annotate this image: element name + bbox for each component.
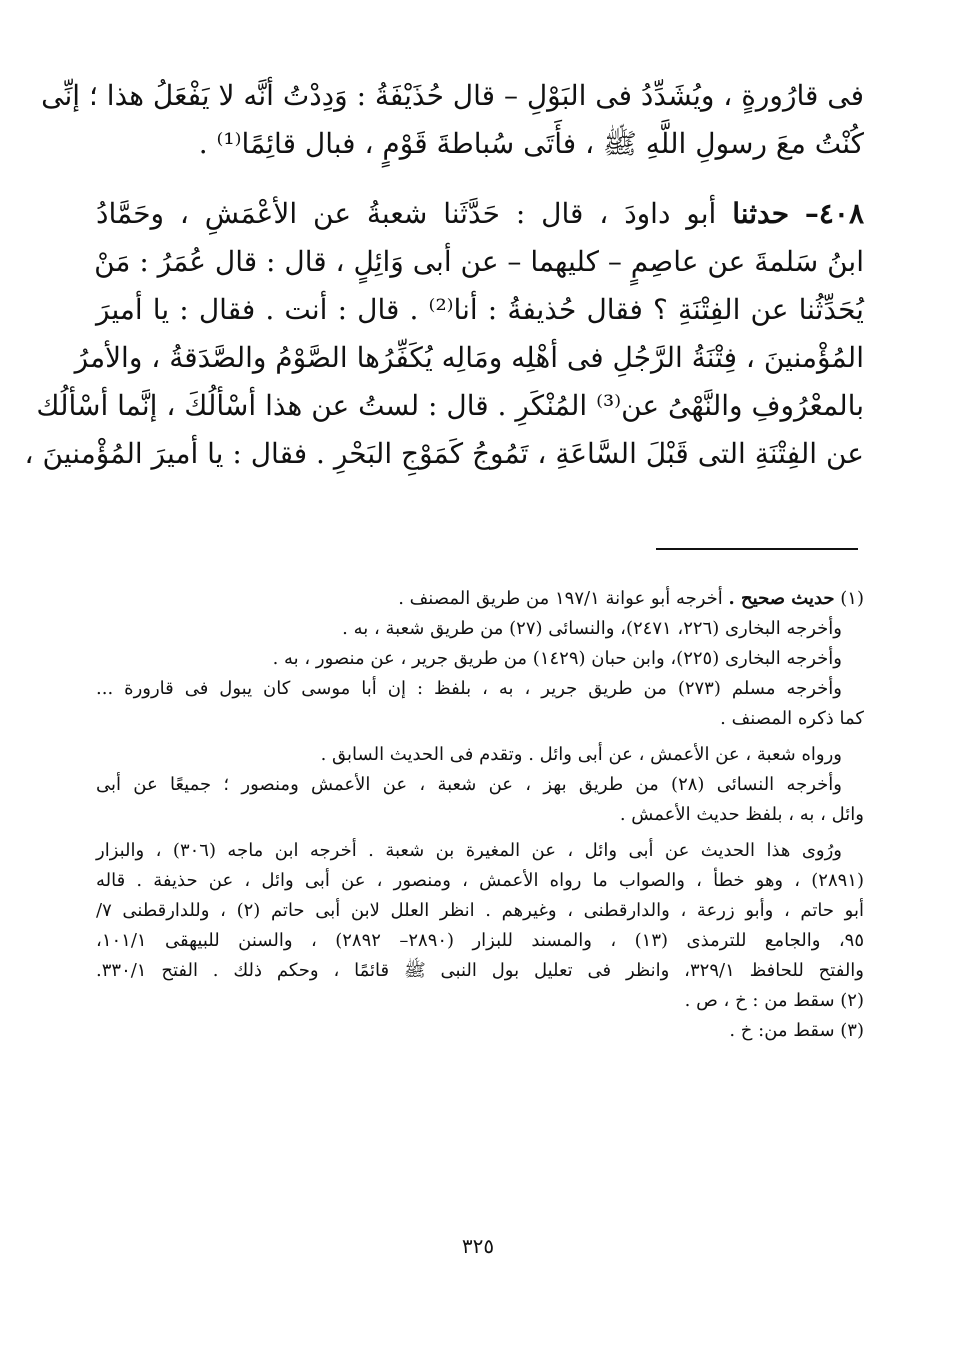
hadith-intro-bold: حدثنا [732, 197, 789, 230]
page-number: ٣٢٥ [461, 1234, 495, 1258]
footnote-separator [656, 548, 858, 550]
footnote-line: وأخرجه النسائى (٢٨) من طريق بهز ، عن شعبة ، عن الأعمش ومنصور ؛ جميعًا عن أبى [96, 774, 842, 795]
text-line: المُؤْمنينَ ، فِتْنَةُ الرَّجُلِ فى أهْلِه ومَالِه يُكَفِّرُها الصَّوْمُ والصَّدَقةُ ، والأمرُ [74, 341, 864, 374]
footnote-line [96, 584, 864, 614]
footnote-line: (٢٨٩١) ، وهو خطأ ، والصواب ما رواه الأعمش ، ومنصور ، عن أبى وائل ، عن حذيفة . قاله [96, 870, 864, 891]
footnote-line: والفتح للحافظ ٣٢٩/١، وانظر فى تعليل بول النبى ﷺ قائمًا ، وحكم ذلك . الفتح ٣٣٠/١. [96, 960, 865, 981]
footnote-line: أبو حاتم ، وأبو زرعة ، والدارقطنى ، وغيرهم . انظر العلل لابن أبى حاتم (٢) ، وللدارقطنى ٧/ [96, 900, 864, 921]
hadith-number: ٤٠٨– [804, 197, 864, 230]
text-line: فى قارُورةٍ ، ويُشَدِّدُ فى البَوْلِ – قال حُذَيْفَةُ : وَدِدْتُ أنَّه لا يَفْعَلُ هذا ؛ إنِّى [41, 79, 864, 112]
footnote-line: وأخرجه مسلم (٢٧٣) من طريق جرير ، به ، بلفظ : إن أبا موسى كان يبول فى قارورة ... [96, 678, 842, 699]
footnote-text: أخرجه أبو عوانة ١٩٧/١ من طريق المصنف . [398, 588, 723, 609]
footnote-line: ورُوى هذا الحديث عن أبى وائل ، عن المغيرة بن شعبة . أخرجه ابن ماجه (٣٠٦) ، والبزار [96, 840, 842, 861]
footnote-line: كما ذكره المصنف . [720, 708, 864, 729]
text-line: يُحَدِّثُنا عن الفِتْنَةِ ؟ فقال حُذيفةُ : أنا⁽²⁾ . قال : أنت . فقال : يا أميرَ [96, 293, 864, 326]
footnote-line: وأخرجه البخارى (٢٢٥)، وابن حبان (١٤٢٩) من طريق جرير ، عن منصور ، به . [272, 648, 842, 669]
main-text [24, 72, 864, 478]
text-line: كُنْتُ معَ رسولِ اللَّهِ ﷺ ، فأَتَى سُباطةَ قَوْمٍ ، فبال قائِمًا⁽¹⁾ . [198, 127, 864, 160]
hadith-opening-line [96, 190, 864, 238]
text-line: ابنُ سَلمةَ عن عاصِمٍ – كليهما – عن أبى وَائِلٍ ، قال : قال عُمَرُ : مَنْ [94, 245, 864, 278]
footnote-line: وأخرجه البخارى (٢٢٦، ٢٤٧١)، والنسائى (٢٧) من طريق شعبة ، به . [342, 618, 842, 639]
footnote-3: (٣) سقط من: خ . [729, 1020, 864, 1041]
footnote-line: وائل ، به ، بلفظ حديث الأعمش . [619, 804, 864, 825]
text-line: عن الفِتْنَةِ التى قَبْلَ السَّاعَةِ ، تَمُوجُ كَمَوْجِ البَحْرِ . فقال : يا أميرَ المُؤْمنينَ ، [24, 437, 864, 470]
footnote-2: (٢) سقط من : خ ، ص . [684, 990, 864, 1011]
footnotes [96, 584, 864, 1046]
footnote-line: ورواه شعبة ، عن الأعمش ، عن أبى وائل . وتقدم فى الحديث السابق . [320, 744, 842, 765]
hadith-intro-rest: أبو داودَ ، قال : حَدَّثَنا شعبةُ عن الأعْمَشِ ، وحَمَّادُ [96, 197, 717, 230]
footnote-label: (١) [840, 588, 864, 609]
text-line: بالمعْرُوفِ والنَّهْىُ عن⁽³⁾ المُنْكَرِ . قال : لستُ عن هذا أسْألُكَ ، إنَّما أسْألُك [36, 389, 864, 422]
footnote-grade: حديث صحيح . [728, 588, 835, 609]
footnote-line: ٩٥، والجامع للترمذى (١٣) ، والمسند للبزار (٢٨٩٠– ٢٨٩٢) ، والسنن للبيهقى ١٠١/١، [96, 930, 864, 951]
